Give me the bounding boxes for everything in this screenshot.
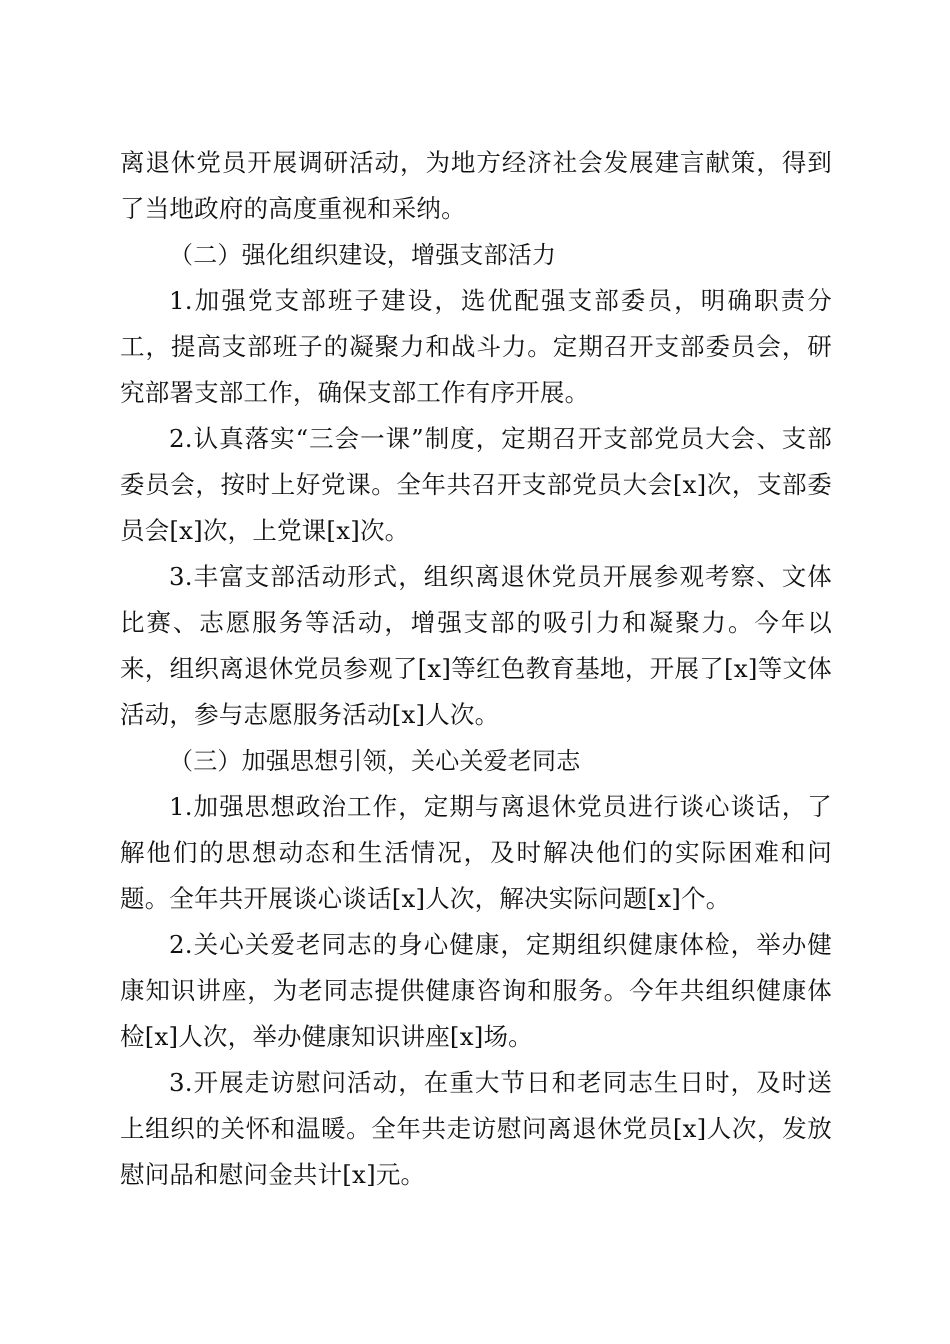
paragraph-2-3: 3.丰富支部活动形式，组织离退休党员开展参观考察、文体比赛、志愿服务等活动，增强支部的吸引力和凝聚力。今年以来，组织离退休党员参观了[x]等红色教育基地，开展了[x]等文体活动，参与志愿服务活动[x]人次。: [120, 562, 832, 729]
paragraph-3-2: 2.关心关爱老同志的身心健康，定期组织健康体检，举办健康知识讲座，为老同志提供健康咨询和服务。今年共组织健康体检[x]人次，举办健康知识讲座[x]场。: [120, 930, 832, 1051]
document-body: [120, 140, 832, 1198]
paragraph-2-2: 2.认真落实“三会一课”制度，定期召开支部党员大会、支部委员会，按时上好党课。全年共召开支部党员大会[x]次，支部委员会[x]次，上党课[x]次。: [120, 424, 832, 545]
section-heading-3: （三）加强思想引领，关心关爱老同志: [169, 747, 581, 775]
paragraph-3-3: 3.开展走访慰问活动，在重大节日和老同志生日时，及时送上组织的关怀和温暖。全年共走访慰问离退休党员[x]人次，发放慰问品和慰问金共计[x]元。: [120, 1068, 832, 1189]
section-heading-2: （二）强化组织建设，增强支部活力: [169, 241, 557, 269]
paragraph-2-1: 1.加强党支部班子建设，选优配强支部委员，明确职责分工，提高支部班子的凝聚力和战斗力。定期召开支部委员会，研究部署支部工作，确保支部工作有序开展。: [120, 286, 832, 407]
paragraph-continuation: 离退休党员开展调研活动，为地方经济社会发展建言献策，得到了当地政府的高度重视和采纳。: [120, 148, 832, 223]
paragraph-3-1: 1.加强思想政治工作，定期与离退休党员进行谈心谈话，了解他们的思想动态和生活情况，及时解决他们的实际困难和问题。全年共开展谈心谈话[x]人次，解决实际问题[x]个。: [120, 792, 832, 913]
